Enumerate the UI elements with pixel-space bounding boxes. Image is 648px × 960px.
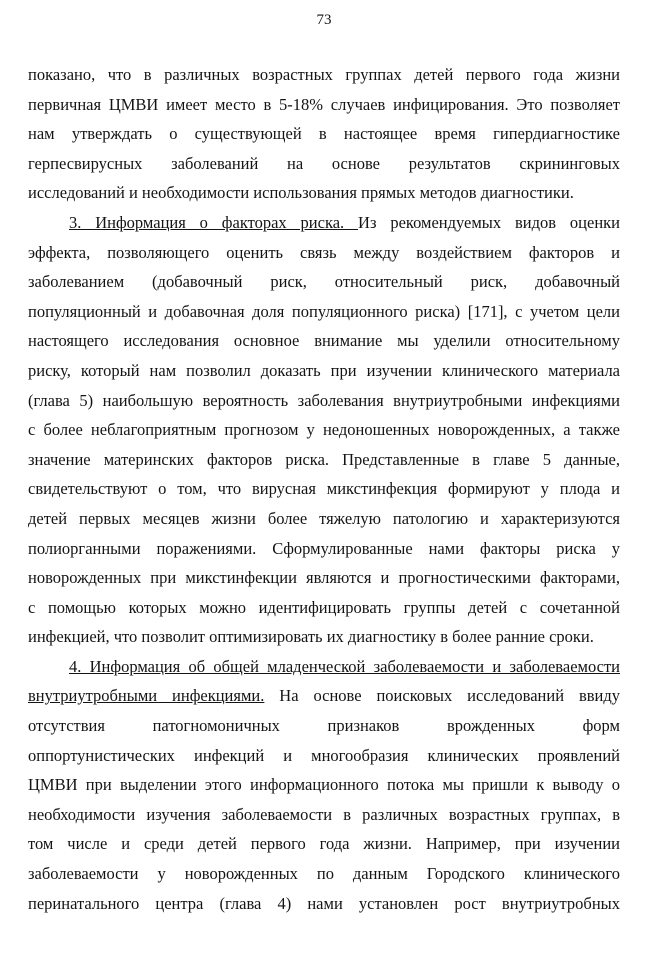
text-line — [28, 90, 620, 120]
text-line — [28, 267, 620, 297]
text-span: На основе поисковых исследований ввиду — [264, 686, 620, 706]
text-line — [28, 652, 620, 682]
text-span: инфекцией, что позволит оптимизировать их диагностику в более ранние сроки. — [28, 627, 594, 647]
text-line — [28, 563, 620, 593]
underlined-heading: внутриутробными инфекциями. — [28, 686, 265, 706]
text-span: том числе и среди детей первого года жизни. Например, при изучении — [28, 834, 620, 854]
text-line — [28, 149, 620, 179]
text-line — [28, 859, 620, 889]
text-span: с помощью которых можно идентифицировать группы детей с сочетанной — [28, 597, 620, 617]
text-span: риску, который нам позволил доказать при изучении клинического материала — [28, 360, 620, 380]
text-line — [28, 386, 620, 416]
text-line — [28, 889, 620, 919]
text-line — [28, 711, 620, 741]
text-span: заболеваемости у новорожденных по данным Городского клинического — [28, 864, 620, 884]
text-span: отсутствия патогномоничных признаков врожденных форм — [28, 716, 620, 736]
text-line — [28, 60, 620, 90]
text-line — [28, 622, 620, 652]
text-line — [28, 829, 620, 859]
text-line — [28, 356, 620, 386]
text-span: с более неблагоприятным прогнозом у недоношенных новорожденных, а также — [28, 420, 620, 440]
text-span: ЦМВИ при выделении этого информационного потока мы пришли к выводу о — [28, 775, 620, 795]
text-line — [28, 593, 620, 623]
text-span: первичная ЦМВИ имеет место в 5-18% случаев инфицирования. Это позволяет — [28, 94, 620, 114]
text-span: (глава 5) наибольшую вероятность заболевания внутриутробными инфекциями — [28, 390, 620, 410]
text-span: показано, что в различных возрастных группах детей первого года жизни — [28, 65, 620, 84]
text-line — [28, 445, 620, 475]
underlined-heading: 4. Информация об общей младенческой заболеваемости и заболеваемости — [69, 656, 620, 676]
text-line — [28, 208, 620, 238]
text-span: настоящего исследования основное внимание мы уделили относительному — [28, 331, 620, 351]
text-span: значение материнских факторов риска. Представленные в главе 5 данные, — [28, 449, 620, 469]
text-span: свидетельствуют о том, что вирусная микстинфекция формируют у плода и — [28, 479, 620, 499]
text-span: герпесвирусных заболеваний на основе результатов скрининговых — [28, 153, 620, 173]
text-span: необходимости изучения заболеваемости в различных возрастных группах, в — [28, 804, 620, 824]
text-line — [28, 178, 620, 208]
text-line — [28, 415, 620, 445]
text-span: перинатального центра (глава 4) нами установлен рост внутриутробных — [28, 893, 620, 913]
text-span: популяционный и добавочная доля популяционного риска) [171], с учетом цели — [28, 301, 620, 321]
text-span: исследований и необходимости использования прямых методов диагностики. — [28, 183, 574, 203]
body-text — [28, 60, 620, 918]
text-line — [28, 770, 620, 800]
text-span: новорожденных при микстинфекции являются и прогностическими факторами, — [28, 568, 620, 588]
text-line — [28, 504, 620, 534]
text-span: Из рекомендуемых видов оценки — [358, 212, 620, 232]
text-span: эффекта, позволяющего оценить связь между воздействием факторов и — [28, 242, 620, 262]
text-line — [28, 119, 620, 149]
text-line — [28, 238, 620, 268]
text-span: детей первых месяцев жизни более тяжелую патологию и характеризуются — [28, 508, 620, 528]
text-span: заболеванием (добавочный риск, относительный риск, добавочный — [28, 272, 620, 292]
text-line — [28, 800, 620, 830]
page-number: 73 — [316, 12, 332, 28]
text-line — [28, 681, 620, 711]
text-line — [28, 474, 620, 504]
text-span: нам утверждать о существующей в настоящее время гипердиагностике — [28, 124, 620, 144]
text-span: оппортунистических инфекций и многообразия клинических проявлений — [28, 745, 620, 765]
text-line — [28, 326, 620, 356]
underlined-heading: 3. Информация о факторах риска. — [69, 212, 359, 232]
text-line — [28, 297, 620, 327]
text-line — [28, 534, 620, 564]
text-line — [28, 741, 620, 771]
text-span: полиорганными поражениями. Сформулированные нами факторы риска у — [28, 538, 620, 558]
